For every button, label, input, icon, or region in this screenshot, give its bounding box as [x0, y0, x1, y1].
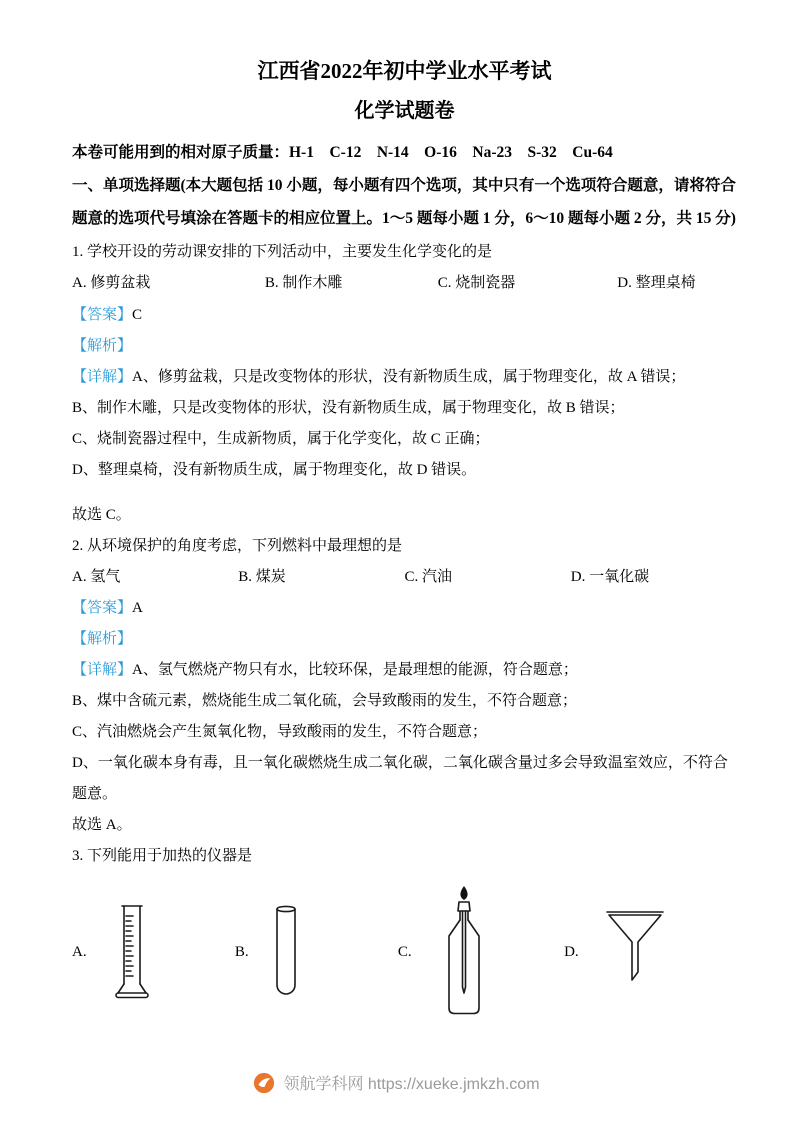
detail-line: B、制作木雕，只是改变物体的形状，没有新物质生成，属于物理变化，故 B 错误； [72, 399, 625, 416]
section-header: 一、单项选择题(本大题包括 10 小题，每小题有四个选项，其中只有一个选项符合题意，请将符合题意的选项代号填涂在答题卡的相应位置上。1～5 题每小题 1 分，6～10 题每小题 2 分，共 15 分) [72, 176, 736, 228]
apparatus-label: C. [397, 943, 412, 960]
site-logo-icon [253, 1072, 275, 1094]
detail-text-a: A、修剪盆栽，只是改变物体的形状，没有新物质生成，属于物理变化，故 A 错误； [132, 368, 686, 385]
footer-site-text: 领航学科网 https://xueke.jmkzh.com [283, 1076, 540, 1093]
analysis-label: 【解析】 [72, 631, 133, 647]
question-1 [72, 237, 737, 530]
detail-line: D、整理桌椅，没有新物质生成，属于物理变化，故 D 错误。 [72, 461, 477, 478]
answer-label: 【答案】 [72, 306, 133, 323]
graduated-cylinder-icon [111, 900, 153, 1004]
answer-label: 【答案】 [72, 599, 133, 616]
answer-value: A [132, 599, 143, 616]
detail-line: B、煤中含硫元素，燃烧能生成二氧化硫，会导致酸雨的发生，不符合题意； [72, 693, 578, 710]
apparatus-option-a [72, 900, 235, 1004]
question-3 [72, 841, 737, 1028]
detail-line [72, 362, 737, 393]
options-row [72, 562, 737, 593]
detail-line: D、一氧化碳本身有毒，且一氧化碳燃烧生成二氧化碳，二氧化碳含量过多会导致温室效应，不符合题意。 [72, 755, 728, 803]
option-a: A. 修剪盆栽 [72, 275, 151, 292]
footer [0, 1071, 793, 1094]
dropper-bottle-icon [436, 884, 492, 1020]
conclusion-line: 故选 C。 [72, 506, 131, 523]
apparatus-label: B. [234, 943, 249, 960]
analysis-line [72, 624, 737, 655]
option-d: D. 整理桌椅 [617, 275, 696, 292]
conclusion-line: 故选 A。 [72, 817, 132, 834]
apparatus-row [72, 876, 737, 1028]
answer-line [72, 593, 737, 624]
apparatus-option-b [235, 904, 398, 1000]
apparatus-option-c [398, 884, 564, 1020]
question-2 [72, 531, 737, 841]
funnel-icon [603, 906, 667, 998]
option-b: B. 煤炭 [238, 568, 286, 585]
analysis-label: 【解析】 [72, 337, 133, 354]
apparatus-label: D. [564, 943, 579, 960]
exam-title: 江西省2022年初中学业水平考试 [257, 59, 552, 83]
question-text: 1. 学校开设的劳动课安排的下列活动中，主要发生化学变化的是 [72, 244, 493, 261]
analysis-line [72, 331, 737, 362]
detail-label: 【详解】 [72, 368, 133, 385]
test-tube-icon [273, 904, 299, 1000]
detail-line: C、汽油燃烧会产生氮氧化物，导致酸雨的发生，不符合题意； [72, 724, 488, 741]
option-b: B. 制作木雕 [264, 275, 343, 292]
apparatus-option-d [564, 906, 737, 998]
options-row [72, 268, 737, 299]
answer-value: C [132, 306, 143, 323]
detail-label: 【详解】 [72, 662, 133, 679]
option-c: C. 烧制瓷器 [437, 275, 516, 292]
option-d: D. 一氧化碳 [570, 568, 650, 585]
question-text: 3. 下列能用于加热的仪器是 [72, 848, 253, 865]
atomic-mass-note: 本卷可能用到的相对原子质量：H-1 C-12 N-14 O-16 Na-23 S-32 Cu-64 [72, 143, 613, 161]
detail-line: C、烧制瓷器过程中，生成新物质，属于化学变化，故 C 正确； [72, 430, 490, 447]
exam-subtitle: 化学试题卷 [354, 99, 455, 122]
answer-line [72, 300, 737, 331]
detail-line [72, 655, 737, 686]
question-text: 2. 从环境保护的角度考虑，下列燃料中最理想的是 [72, 537, 403, 554]
detail-text-a: A、氢气燃烧产物只有水，比较环保，是最理想的能源，符合题意； [132, 662, 578, 679]
option-a: A. 氢气 [72, 568, 121, 585]
apparatus-label: A. [72, 943, 87, 960]
option-c: C. 汽油 [404, 568, 453, 585]
